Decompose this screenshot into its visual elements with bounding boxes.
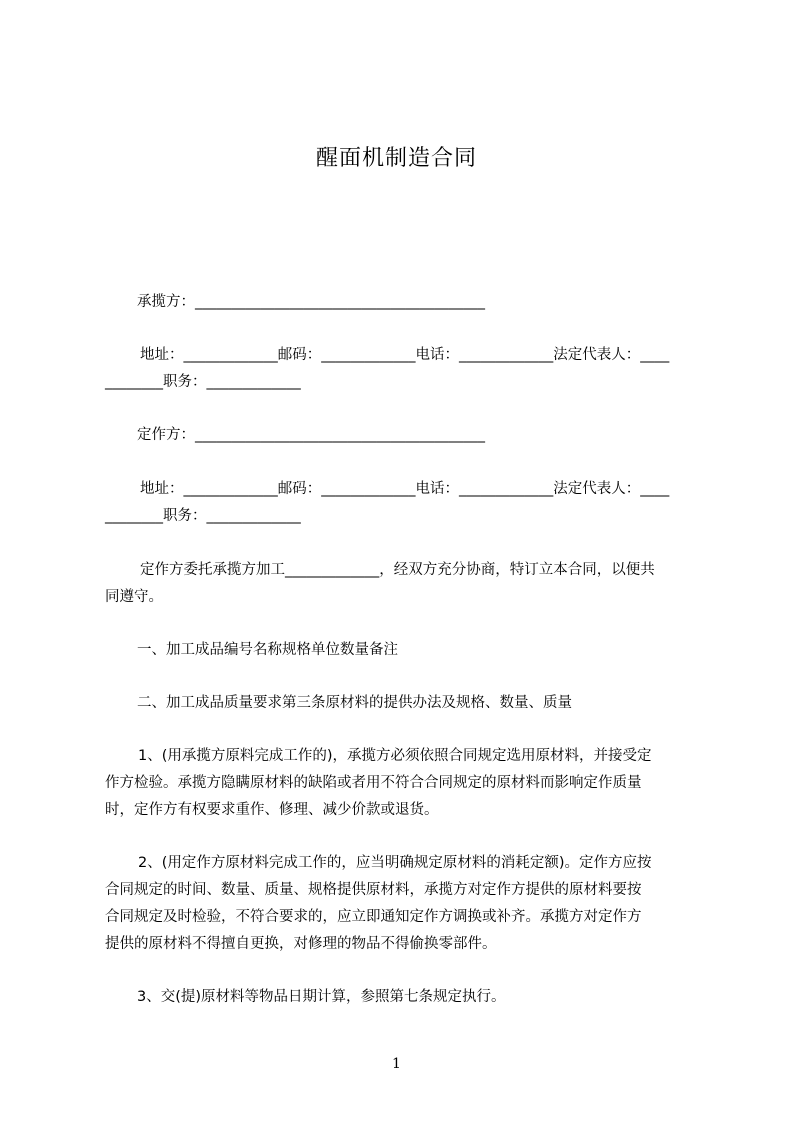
contractor-info-line1: 地址：_____________邮码：_____________电话：_____________法定代表人：____ [140,347,670,363]
contractor-info-line2: ________职务：_____________ [105,374,301,390]
clause-3: 3、交(提)原材料等物品日期计算，参照第七条规定执行。 [137,989,506,1005]
clause-2-line2: 合同规定的时间、数量、质量、规格提供原材料，承揽方对定作方提供的原材料要按 [105,882,642,898]
client-line [137,425,485,445]
document-title: 醒面机制造合同 [315,146,477,171]
contractor-label: 承揽方： [137,294,195,310]
clause-1-line3: 时，定作方有权要求重作、修理、减少价款或退货。 [105,802,439,818]
intro-line2: 同遵守。 [105,589,163,605]
client-label: 定作方： [137,427,195,443]
clause-1-line2: 作方检验。承揽方隐瞒原材料的缺陷或者用不符合合同规定的原材料而影响定作质量 [105,775,642,791]
clause-2-line3: 合同规定及时检验，不符合要求的，应立即通知定作方调换或补齐。承揽方对定作方 [105,909,642,925]
client-blank: ________________________________________ [195,427,485,443]
intro-line1: 定作方委托承揽方加工_____________，经双方充分协商，特订立本合同，以便共 [140,562,655,578]
clause-1-line1: 1、(用承揽方原料完成工作的)，承揽方必须依照合同规定选用原材料，并接受定 [138,748,652,764]
client-info-line1: 地址：_____________邮码：_____________电话：_____________法定代表人：____ [140,481,670,497]
contractor-blank: ________________________________________ [195,294,485,310]
client-info-line2: ________职务：_____________ [105,508,301,524]
contractor-line [137,292,485,312]
clause-2-line1: 2、(用定作方原材料完成工作的，应当明确规定原材料的消耗定额)。定作方应按 [138,855,652,871]
section-1-heading: 一、加工成品编号名称规格单位数量备注 [137,642,398,658]
page-number: 1 [392,1056,401,1072]
section-2-heading: 二、加工成品质量要求第三条原材料的提供办法及规格、数量、质量 [137,695,572,711]
clause-2-line4: 提供的原材料不得擅自更换，对修理的物品不得偷换零部件。 [105,936,497,952]
